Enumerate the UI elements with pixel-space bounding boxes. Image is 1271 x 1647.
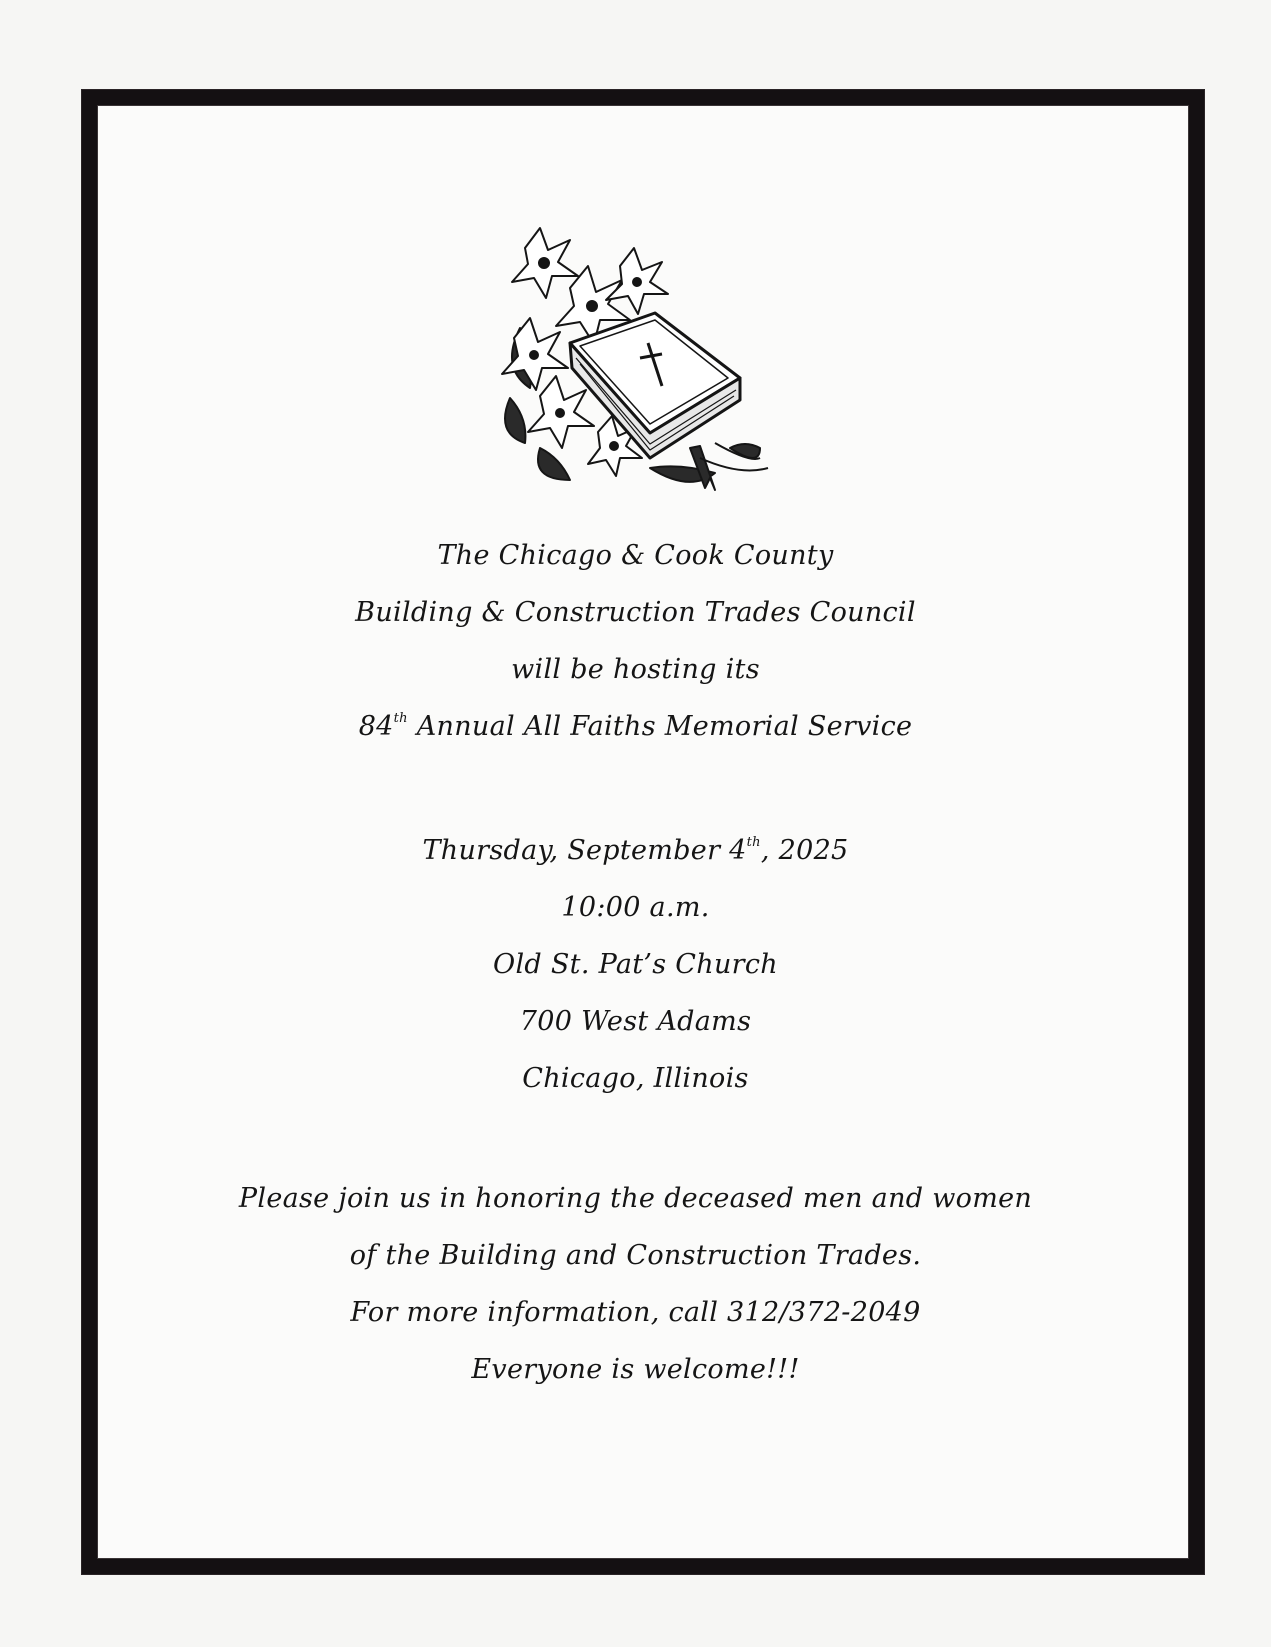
invitation-line-2: of the Building and Construction Trades.: [349, 1240, 922, 1271]
event-city: Chicago, Illinois: [522, 1063, 749, 1094]
host-line-3: will be hosting its: [511, 654, 760, 685]
event-details: [0, 822, 1271, 1107]
invitation-line-4: Everyone is welcome!!!: [471, 1354, 800, 1385]
host-announcement: [0, 527, 1271, 755]
event-date-suffix: th: [746, 835, 761, 850]
host-line-2: Building & Construction Trades Council: [355, 597, 916, 628]
anniversary-number: 84: [358, 711, 394, 742]
event-venue: Old St. Pat’s Church: [493, 949, 778, 980]
invitation-line-1: Please join us in honoring the deceased men and women: [238, 1183, 1033, 1214]
service-name: Annual All Faiths Memorial Service: [407, 711, 913, 742]
anniversary-suffix: th: [393, 711, 408, 726]
event-date-year: , 2025: [760, 835, 849, 866]
invitation-line-3: For more information, call 312/372-2049: [350, 1297, 921, 1328]
invitation-text: [0, 1170, 1271, 1398]
host-line-1: The Chicago & Cook County: [437, 540, 834, 571]
bible-with-lilies-icon: [500, 218, 780, 508]
event-date: [0, 822, 1271, 879]
event-time: 10:00 a.m.: [561, 892, 710, 923]
host-line-4: [0, 698, 1271, 755]
event-date-day: Thursday, September 4: [422, 835, 747, 866]
event-street: 700 West Adams: [519, 1006, 752, 1037]
